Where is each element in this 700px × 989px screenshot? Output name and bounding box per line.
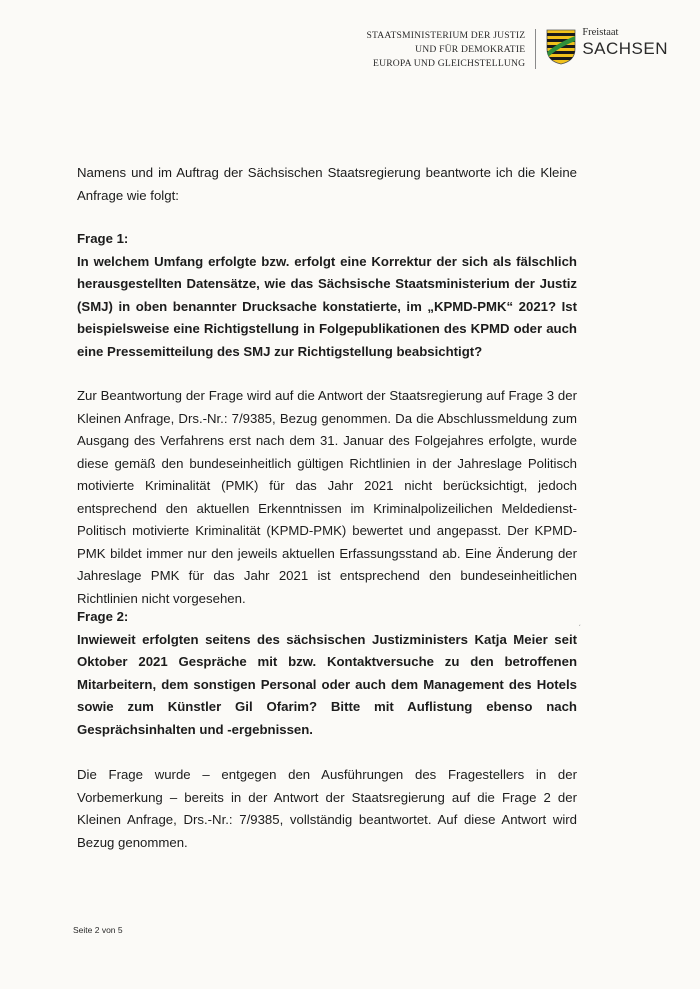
ministry-name	[366, 28, 525, 71]
question-2-text: Inwieweit erfolgten seitens des sächsischen Justizministers Katja Meier seit Oktober 2021 Gespräche mit bzw. Kontaktversuche zu den betroffenen Mitarbeitern, dem sonstigen Personal oder auch dem Management des Hotels sowie zum Künstler Gil Ofarim? Bitte mit Auflistung ebenso nach Gesprächsinhalten und -ergebnissen.	[77, 631, 577, 737]
question-2-heading: Frage 2:	[77, 609, 129, 624]
answer-1	[77, 385, 577, 610]
intro-paragraph	[77, 162, 577, 207]
saxony-coat-of-arms-icon	[546, 29, 576, 65]
header-divider	[535, 29, 536, 69]
letterhead	[366, 28, 668, 71]
answer-2	[77, 764, 577, 854]
ministry-line-1: STAATSMINISTERIUM DER JUSTIZ	[366, 30, 526, 41]
intro-text: Namens und im Auftrag der Sächsischen Staatsregierung beantworte ich die Kleine Anfrage wie folgt:	[77, 165, 577, 203]
answer-1-text: Zur Beantwortung der Frage wird auf die Antwort der Staatsregierung auf Frage 3 der Kleinen Anfrage, Drs.-Nr.: 7/9385, Bezug genommen. Da die Abschlussmeldung zum Ausgang des Verfahrens erst nach dem 31. Januar des Folgejahres erfolgte, wurde diese gemäß den bundeseinheitlich gültigen Richtlinien in der Jahreslage Politisch motivierte Kriminalität (PMK) für das Jahr 2021 nicht berücksichtigt, jedoch entsprechend den aktuellen Erkenntnissen im Kriminalpolizeilichen Meldedienst-Politisch motivierte Kriminalität (KPMD-PMK) bewertet und angepasst. Der KPMD-PMK bildet immer nur den jeweils aktuellen Erfassungsstand ab. Eine Änderung der Jahreslage PMK für das Jahr 2021 ist entsprechend den bundeseinheitlichen Richtlinien nicht vorgesehen.	[77, 388, 577, 606]
answer-2-text: Die Frage wurde – entgegen den Ausführungen des Fragestellers in der Vorbemerkung – bereits in der Antwort der Staatsregierung auf die Frage 2 der Kleinen Anfrage, Drs.-Nr.: 7/9385, vollständig beantwortet. Auf diese Antwort wird Bezug genommen.	[77, 767, 577, 850]
margin-mark: ˏ	[578, 616, 581, 626]
state-name	[582, 27, 668, 58]
page-number: Seite 2 von 5	[73, 925, 123, 935]
state-name-small: Freistaat	[582, 27, 619, 38]
question-1-heading: Frage 1:	[77, 231, 129, 246]
question-1	[77, 228, 577, 363]
ministry-line-2: UND FÜR DEMOKRATIE	[415, 44, 526, 55]
ministry-line-3: EUROPA UND GLEICHSTELLUNG	[373, 58, 526, 69]
question-1-text: In welchem Umfang erfolgte bzw. erfolgt eine Korrektur der sich als fälschlich herausgestellten Datensätze, wie das Sächsische Staatsministerium der Justiz (SMJ) in oben benannter Drucksache konstatierte, im „KPMD-PMK“ 2021? Ist beispielsweise eine Richtigstellung in Folgepublikationen des KPMD oder auch eine Pressemitteilung des SMJ zur Richtigstellung beabsichtigt?	[77, 253, 577, 359]
question-2	[77, 606, 577, 741]
state-name-big: SACHSEN	[582, 39, 668, 58]
